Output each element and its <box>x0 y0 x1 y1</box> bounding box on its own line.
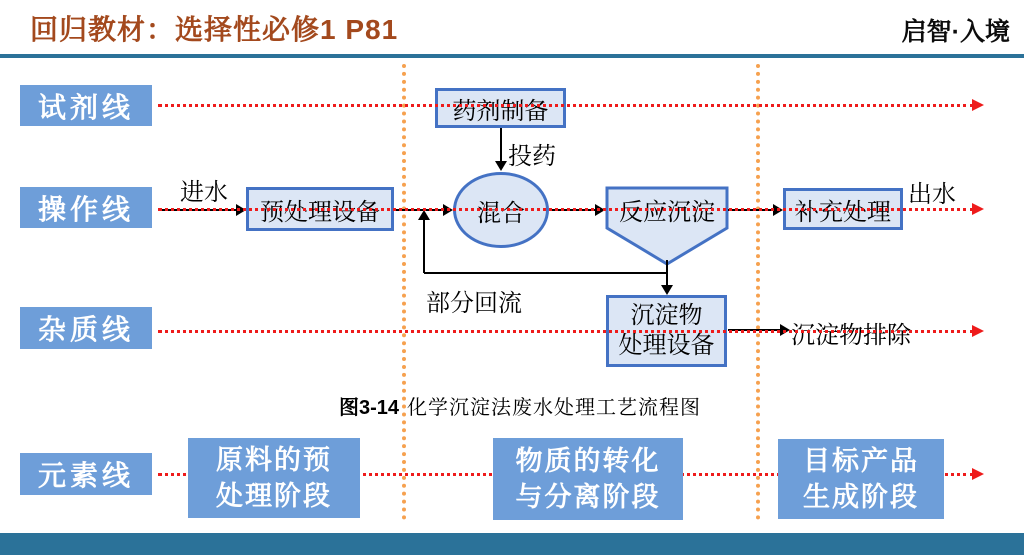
node-supplementary-treatment: 补充处理 <box>783 188 903 230</box>
dosing-label: 投药 <box>508 144 556 170</box>
partial-reflux-label: 部分回流 <box>426 291 522 317</box>
reagent-line-arrow-icon <box>972 99 984 111</box>
reagent-line <box>158 104 974 107</box>
reflux-horizontal-connector <box>424 272 668 274</box>
sediment-equipment-line1: 沉淀物 <box>630 303 703 329</box>
lane-label-impurity: 杂质线 <box>20 307 152 349</box>
impurity-line <box>158 330 974 333</box>
figure-caption <box>300 391 740 420</box>
lane-label-operation: 操作线 <box>20 187 152 228</box>
corner-motto: 启智·入境 <box>901 18 1010 46</box>
operation-line-arrow-icon <box>972 203 984 215</box>
stage1-line1: 原料的预 <box>216 444 332 475</box>
outflow-label: 出水 <box>908 182 956 208</box>
stage2-line2: 与分离阶段 <box>515 482 661 512</box>
impurity-line-arrow-icon <box>972 325 984 337</box>
footer-bar <box>0 533 1024 555</box>
node-reaction-label: 反应沉淀 <box>619 200 715 226</box>
dosing-connector <box>500 128 502 163</box>
reflux-arrow-icon <box>418 210 430 220</box>
sediment-removal-label: 沉淀物排除 <box>791 323 911 349</box>
stage-divider-right <box>756 64 760 520</box>
element-line-arrow-icon <box>972 468 984 480</box>
figure-caption-text: 化学沉淀法废水处理工艺流程图 <box>407 397 702 419</box>
node-mixing: 混合 <box>453 172 549 248</box>
stage1-line2: 处理阶段 <box>216 481 332 511</box>
lane-label-reagent: 试剂线 <box>20 85 152 126</box>
stage-box-pretreatment <box>188 438 360 518</box>
reflux-vertical-connector <box>423 219 425 273</box>
inflow-label: 进水 <box>180 180 228 206</box>
stage3-line2: 生成阶段 <box>803 482 919 512</box>
funnel-down-connector <box>666 260 668 288</box>
stage-box-product <box>778 439 944 519</box>
operation-line <box>158 208 974 211</box>
lane-label-element: 元素线 <box>20 453 152 495</box>
node-pretreatment: 预处理设备 <box>246 187 394 231</box>
sediment-in-arrow-icon <box>661 285 673 295</box>
stage-divider-left <box>402 64 406 520</box>
page-title: 回归教材：选择性必修1 P81 <box>30 14 399 45</box>
figure-caption-number: 图3-14 <box>338 397 400 419</box>
header-divider <box>0 54 1024 58</box>
stage3-line1: 目标产品 <box>803 445 919 476</box>
node-reaction-sedimentation <box>605 186 729 266</box>
stage-box-transformation <box>493 438 683 520</box>
sediment-equipment-line2: 处理设备 <box>618 333 715 359</box>
stage2-line1: 物质的转化 <box>515 445 661 476</box>
node-reagent-preparation: 药剂制备 <box>435 88 566 128</box>
dosing-arrow-icon <box>495 161 507 171</box>
